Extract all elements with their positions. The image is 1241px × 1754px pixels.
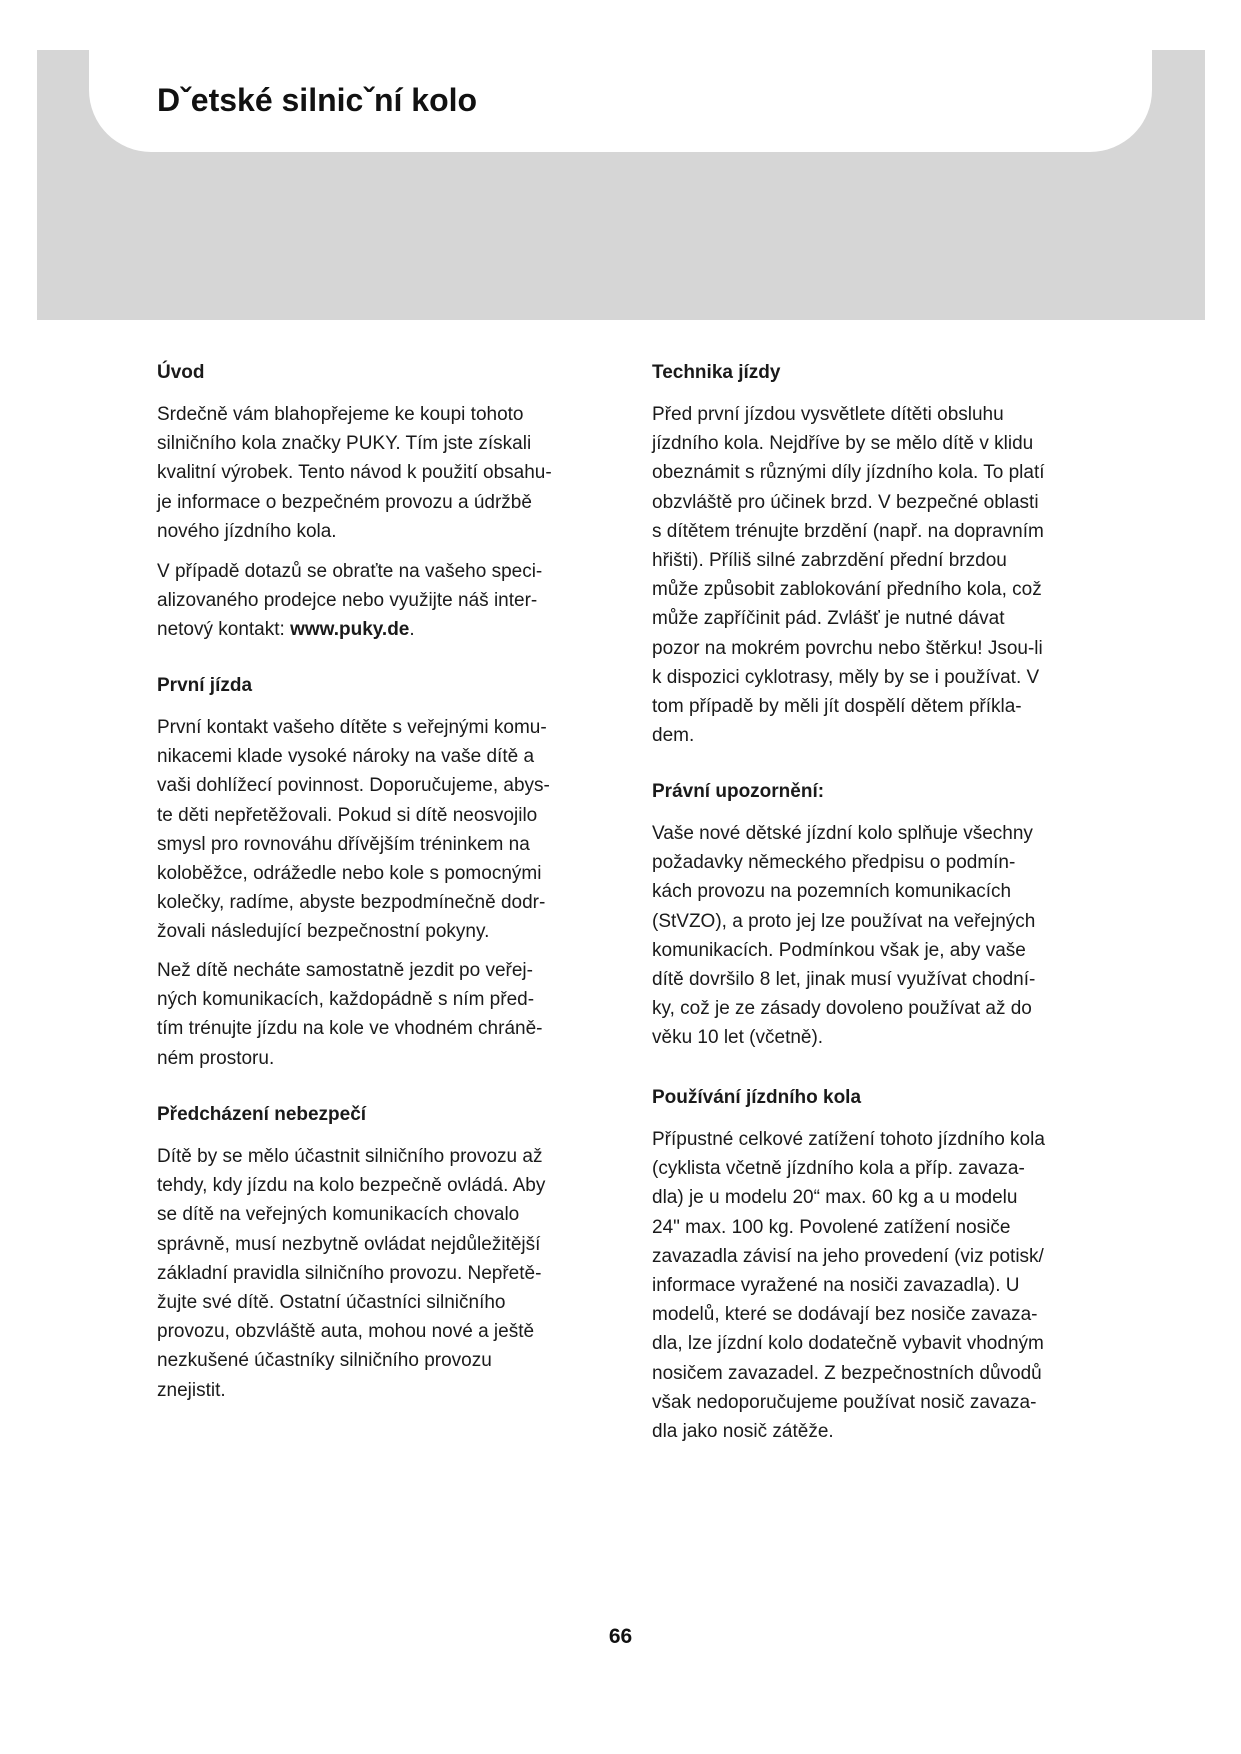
paragraph-prvni-jizda-2: [157, 956, 542, 1073]
paragraph-line: kách provozu na pozemních komunikacích: [652, 881, 1012, 903]
paragraph-line: žovali následující bezpečnostní pokyny.: [157, 921, 490, 943]
paragraph-line: Vaše nové dětské jízdní kolo splňuje všechny: [652, 823, 1033, 844]
paragraph-line: obzvláště pro účinek brzd. V bezpečné oblasti: [652, 491, 1039, 513]
paragraph-line: tím trénujte jízdu na kole ve vhodném chráně-: [157, 1018, 543, 1040]
paragraph-line: kvalitní výrobek. Tento návod k použití obsahu-: [157, 462, 552, 484]
paragraph-line: silničního kola značky PUKY. Tím jste získali: [157, 433, 532, 455]
paragraph-line: k dispozici cyklotrasy, měly by se i používat. V: [652, 666, 1040, 688]
paragraph-line: se dítě na veřejných komunikacích chovalo: [157, 1204, 520, 1226]
paragraph-line: ném prostoru.: [157, 1047, 275, 1069]
paragraph-line: Dítě by se mělo účastnit silničního provozu až: [157, 1146, 543, 1167]
paragraph-line: 24" max. 100 kg. Povolené zatížení nosiče: [652, 1216, 1011, 1238]
paragraph-line: tehdy, kdy jízdu na kolo bezpečně ovládá. Aby: [157, 1175, 546, 1197]
section-heading-pouzivani: Používání jízdního kola: [652, 1087, 862, 1108]
section-heading-uvod: Úvod: [157, 362, 205, 383]
paragraph-line-contact: [157, 615, 542, 644]
paragraph-line: smysl pro rovnováhu dřívějším tréninkem na: [157, 833, 530, 855]
paragraph-line: modelů, které se dodávají bez nosiče zavaza-: [652, 1304, 1038, 1326]
paragraph-pouzivani-1: [652, 1125, 1045, 1446]
paragraph-line: pozor na mokrém povrchu nebo štěrku! Jsou-li: [652, 637, 1043, 659]
paragraph-uvod-1: [157, 400, 552, 546]
section-heading-prvni-jizda: První jízda: [157, 675, 253, 696]
paragraph-line: (StVZO), a proto jej lze používat na veřejných: [652, 910, 1036, 932]
paragraph-line: dla, lze jízdní kolo dodatečně vybavit vhodným: [652, 1333, 1044, 1355]
paragraph-line: (cyklista včetně jízdního kola a příp. zavaza-: [652, 1158, 1025, 1180]
paragraph-line: s dítětem trénujte brzdění (např. na dopravním: [652, 520, 1044, 542]
paragraph-line: obeznámit s různými díly jízdního kola. To platí: [652, 462, 1045, 484]
paragraph-line: Než dítě necháte samostatně jezdit po veřej-: [157, 960, 533, 981]
paragraph-line: koloběžce, odrážedle nebo kole s pomocnými: [157, 863, 542, 885]
paragraph-line: požadavky německého předpisu o podmín-: [652, 852, 1016, 874]
page-title: Dˇetské silnicˇní kolo: [157, 82, 478, 118]
paragraph-line: ky, což je ze zásady dovoleno používat až do: [652, 998, 1032, 1020]
paragraph-line: provozu, obzvláště auta, mohou nové a ještě: [157, 1321, 535, 1343]
paragraph-line: alizovaného prodejce nebo využijte náš inter-: [157, 590, 538, 612]
section-heading-predchazeni: Předcházení nebezpečí: [157, 1104, 367, 1125]
paragraph-line: nosičem zavazadel. Z bezpečnostních důvodů: [652, 1362, 1042, 1384]
paragraph-line: kolečky, radíme, abyste bezpodmínečně dodr-: [157, 892, 546, 914]
paragraph-predchazeni-1: [157, 1142, 545, 1405]
paragraph-line: dem.: [652, 725, 695, 747]
paragraph-line: komunikacích. Podmínkou však je, aby vaše: [652, 939, 1026, 961]
paragraph-line: nového jízdního kola.: [157, 520, 337, 542]
paragraph-pravni-1: [652, 819, 1035, 1053]
section-heading-pravni: Právní upozornění:: [652, 781, 825, 802]
paragraph-line: V případě dotazů se obraťte na vašeho speci-: [157, 561, 543, 582]
section-heading-technika: Technika jízdy: [652, 362, 781, 383]
paragraph-line: správně, musí nezbytně ovládat nejdůležitější: [157, 1233, 541, 1255]
paragraph-uvod-2: [157, 557, 542, 645]
website-link[interactable]: www.puky.de: [290, 619, 410, 641]
paragraph-line: je informace o bezpečném provozu a údržbě: [157, 491, 532, 513]
paragraph-line: jízdního kola. Nejdříve by se mělo dítě v klidu: [652, 433, 1034, 455]
paragraph-line: dla jako nosič zátěže.: [652, 1421, 834, 1443]
paragraph-line: tom případě by měli jít dospělí dětem příkla-: [652, 696, 1022, 718]
paragraph-line: může způsobit zablokování předního kola, což: [652, 579, 1042, 601]
paragraph-line: Přípustné celkové zatížení tohoto jízdního kola: [652, 1129, 1045, 1150]
paragraph-line: hřišti). Příliš silné zabrzdění přední brzdou: [652, 550, 1007, 572]
contact-prefix: netový kontakt:: [157, 619, 291, 641]
paragraph-line: žujte své dítě. Ostatní účastníci silničního: [157, 1292, 506, 1314]
page-number: 66: [608, 1625, 633, 1648]
paragraph-prvni-jizda-1: [157, 713, 550, 947]
paragraph-line: Srdečně vám blahopřejeme ke koupi tohoto: [157, 404, 524, 425]
paragraph-line: dítě dovršilo 8 let, jinak musí využívat chodní-: [652, 969, 1036, 991]
paragraph-line: ných komunikacích, každopádně s ním před-: [157, 989, 535, 1011]
paragraph-line: dla) je u modelu 20“ max. 60 kg a u modelu: [652, 1187, 1018, 1209]
paragraph-line: však nedoporučujeme používat nosič zavaza-: [652, 1391, 1037, 1413]
paragraph-line: zavazadla závisí na jeho provedení (viz potisk/: [652, 1245, 1044, 1267]
paragraph-line: vaši dohlížecí povinnost. Doporučujeme, abys-: [157, 775, 550, 797]
paragraph-technika-1: [652, 400, 1045, 750]
paragraph-line: věku 10 let (včetně).: [652, 1027, 824, 1049]
paragraph-line: První kontakt vašeho dítěte s veřejnými komu-: [157, 717, 547, 738]
contact-suffix: .: [409, 619, 415, 641]
paragraph-line: Před první jízdou vysvětlete dítěti obsluhu: [652, 404, 1004, 425]
paragraph-line: může zapříčinit pád. Zvlášť je nutné dávat: [652, 608, 1005, 630]
paragraph-line: znejistit.: [157, 1379, 226, 1401]
paragraph-line: nikacemi klade vysoké nároky na vaše dítě a: [157, 746, 535, 768]
paragraph-line: informace vyražené na nosiči zavazadla). U: [652, 1275, 1020, 1297]
paragraph-line: te děti nepřetěžovali. Pokud si dítě neosvojilo: [157, 804, 538, 826]
paragraph-line: základní pravidla silničního provozu. Nepřetě-: [157, 1262, 542, 1284]
paragraph-line: nezkušené účastníky silničního provozu: [157, 1350, 492, 1372]
